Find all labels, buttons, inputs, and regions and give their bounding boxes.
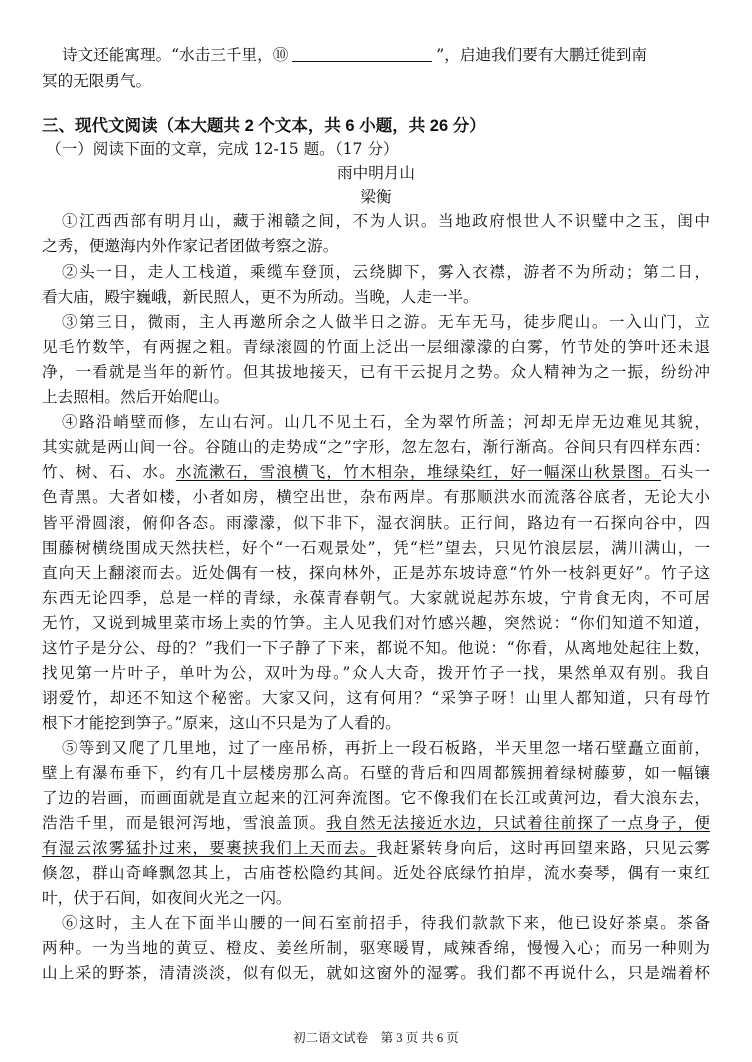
- paragraph-5-line: [42, 810, 710, 836]
- paragraph-5-line: ⑤等到又爬了几里地，过了一座吊桥，再折上一段石板路，半天里忽一堵石壁矗立面前，: [62, 739, 710, 757]
- paragraph-6-line: ⑥这时，主人在下面半山腰的一间石室前招手，待我们款款下来，他已设好茶桌。茶备: [62, 914, 710, 932]
- paragraph-2-line: 看大庙，殿宇巍峨，新民照人，更不为所动。当晚，人走一半。: [42, 288, 479, 306]
- paragraph-3-line: 净，一看就是当年的新竹。但其拔地接天，已有干云捉月之势。众人精神为之一振，纷纷冲: [42, 363, 710, 381]
- paragraph-4-line: [42, 459, 710, 485]
- paragraph-5-line: 倏忽，群山奇峰飘忽其上，古庙苍松隐约其间。近处谷底绿竹拍岸，流水奏琴，偶有一束红: [42, 864, 710, 882]
- paragraph-4-line: 东西无论四季，总是一样的青绿，永葆青春朝气。大家就说起苏东坡，宁肯食无肉，不可居: [42, 589, 710, 607]
- paragraph-4-line: 这竹子是分公、母的？”我们一下子静了下来，都说不知。他说：“你看，从离地处起往上数，: [42, 639, 710, 657]
- paragraph-4-line: 无竹，又说到城里菜市场上卖的竹笋。主人见我们对竹感兴趣，突然说：“你们知道不知道，: [42, 614, 710, 632]
- paragraph-4-line: 诩爱竹，却还不知这个秘密。大家又问，这有何用？“采笋子呀！山里人都知道，只有母竹: [42, 689, 710, 707]
- paragraph-3-line: 见毛竹数竿，有两握之粗。青绿滚圆的竹面上泛出一层细濛濛的白雾，竹节处的笋叶还未退: [42, 338, 710, 356]
- section-heading: 三、现代文阅读（本大题共 2 个文本，共 6 小题，共 26 分）: [42, 117, 486, 135]
- paragraph-4-line: ④路沿峭壁而修，左山右河。山几不见土石，全为翠竹所盖；河却无岸无边难见其貌，: [62, 413, 710, 431]
- paragraph-4-line: 色青黑。大者如楼，小者如房，横空出世，杂布两岸。有那顺洪水而流落谷底者，无论大小: [42, 488, 710, 506]
- paragraph-4-line: 皆平滑圆滚，俯仰各态。雨濛濛，似下非下，湿衣润肤。正行间，路边有一石探向谷中，四: [42, 514, 710, 532]
- intro-line-2: 冥的无限勇气。: [42, 72, 152, 90]
- article-title: 雨中明月山: [337, 164, 415, 182]
- paragraph-1-line: 之秀，便邀海内外作家记者团做考察之游。: [42, 237, 339, 255]
- intro-text-suffix: ”，启迪我们要有大鹏迁徙到南: [436, 46, 647, 64]
- paragraph-4-line: 其实就是两山间一谷。谷随山的走势成“之”字形，忽左忽右，渐行渐高。谷间只有四样东西：: [42, 438, 710, 456]
- paragraph-4-line: 找见第一片叶子，单叶为公，双叶为母。”众人大奇，拨开竹子一找，果然单双有别。我自: [42, 664, 710, 682]
- paragraph-6-line: 山上采的野茶，清清淡淡，似有似无，就如这窗外的湿雾。我们都不再说什么，只是端着杯: [42, 964, 710, 982]
- page-footer: 初二语文试卷 第 3 页 共 6 页: [293, 1031, 459, 1045]
- paragraph-4-line: 根下才能挖到笋子。”原来，这山不只是为了人看的。: [42, 714, 401, 732]
- paragraph-6-line: 两种。一为当地的黄豆、橙皮、姜丝所制，驱寒暖胃，咸辣香绵，慢慢入心；而另一种则为: [42, 939, 710, 957]
- paragraph-1-line: ①江西西部有明月山，藏于湘赣之间，不为人识。当地政府恨世人不识璧中之玉，闺中: [62, 212, 710, 230]
- subsection-instruction: （一）阅读下面的文章，完成 12-15 题。（17 分）: [46, 140, 399, 158]
- article-author: 梁衡: [360, 188, 392, 206]
- paragraph-5-line: [42, 835, 710, 861]
- paragraph-4-text: 石头一: [660, 463, 710, 481]
- paragraph-4-text: 竹、树、石、水。: [42, 463, 176, 481]
- underlined-sentence: 我自然无法接近水边，只试着往前探了一点身子，便: [326, 814, 710, 832]
- paragraph-4-line: 直向天上翻滚而去。近处偶有一枝，探向林外，正是苏东坡诗意“竹外一枝斜更好”。竹子这: [42, 564, 710, 582]
- paragraph-3-line: 上去照相。然后开始爬山。: [42, 388, 230, 406]
- underlined-sentence: 水流漱石，雪浪横飞，竹木相杂，堆绿染红，好一幅深山秋景图。: [175, 463, 661, 481]
- paragraph-5-line: 了边的岩画，而画面就是直立起来的江河奔流图。它不像我们在长江或黄河边，看大浪东去，: [42, 789, 710, 807]
- paragraph-3-line: ③第三日，微雨，主人再邀所余之人做半日之游。无车无马，徒步爬山。一入山门，立: [62, 313, 710, 331]
- paragraph-2-line: ②头一日，走人工栈道，乘缆车登顶，云绕脚下，雾入衣襟，游者不为所动；第二日，: [62, 263, 710, 281]
- paragraph-5-text: 我赶紧转身向后，这时再回望来路，只见云雾: [376, 839, 710, 857]
- underlined-sentence: 有湿云浓雾猛扑过来，要裹挟我们上天而去。: [42, 839, 377, 857]
- paragraph-5-line: 壁上有瀑布垂下，约有几十层楼房那么高。石壁的背后和四周都簇拥着绿树藤萝，如一幅镶: [42, 764, 710, 782]
- intro-text: 诗文还能寓理。“水击三千里，⑩: [62, 46, 289, 64]
- paragraph-5-line: 叶，伏于石间，如夜间火光之一闪。: [42, 889, 292, 907]
- paragraph-4-line: 围藤树横绕围成天然扶栏，好个“一石观景处”，凭“栏”望去，只见竹浪层层，满川满山，一: [42, 539, 710, 557]
- intro-line-1: [62, 42, 710, 68]
- paragraph-5-text: 浩浩千里，而是银河泻地，雪浪盖顶。: [42, 814, 327, 832]
- answer-blank-10[interactable]: [292, 45, 432, 62]
